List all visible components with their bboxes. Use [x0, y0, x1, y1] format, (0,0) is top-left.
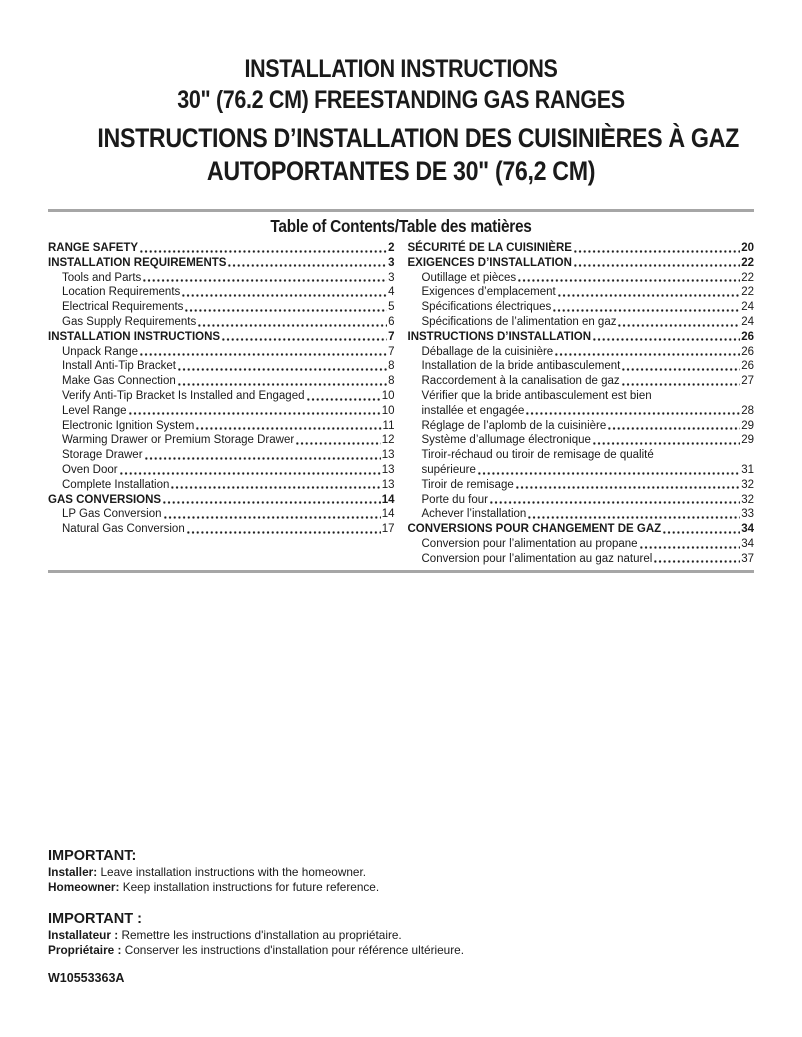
toc-page-number: 22: [741, 286, 754, 299]
toc-page-number: 34: [741, 537, 754, 550]
toc-entry-row: [422, 300, 755, 315]
toc-entry-row: [408, 241, 755, 256]
toc-entry-label: Make Gas Connection: [62, 375, 176, 388]
toc-entry-label: installée et engagée: [421, 404, 525, 417]
table-of-contents: [48, 241, 754, 567]
toc-entry-label: Verify Anti-Tip Bracket Is Installed and Engaged: [62, 389, 305, 402]
toc-dot-leader: [221, 330, 387, 345]
toc-entry: [48, 507, 395, 522]
toc-page-number: 14: [381, 508, 395, 521]
toc-column-french: [408, 241, 755, 567]
toc-dot-leader: [295, 433, 381, 448]
toc-column-english: [48, 241, 395, 567]
toc-entry: [48, 478, 395, 493]
notice-line: [48, 880, 754, 896]
toc-page-number: 14: [381, 493, 395, 506]
toc-dot-leader: [306, 389, 381, 404]
toc-dot-leader: [139, 345, 387, 360]
toc-dot-leader: [573, 241, 740, 256]
toc-entry: [48, 419, 395, 434]
notice-line-label: Installateur :: [48, 927, 119, 942]
toc-entry-row: [48, 256, 395, 271]
toc-entry-row: [48, 493, 395, 508]
toc-entry-label: Location Requirements: [62, 286, 181, 299]
toc-page-number: 12: [381, 434, 395, 447]
toc-page-number: 5: [388, 301, 395, 314]
toc-entry-row: [62, 300, 395, 315]
toc-entry-row: [422, 419, 755, 434]
toc-page-number: 2: [388, 242, 395, 254]
toc-entry-label: EXIGENCES D’INSTALLATION: [407, 256, 572, 269]
toc-entry: [408, 241, 755, 256]
title-line-english-1: INSTALLATION INSTRUCTIONS: [244, 55, 558, 83]
toc-dot-leader: [227, 256, 387, 271]
toc-entry-label: Exigences d’emplacement: [421, 286, 556, 299]
toc-dot-leader: [195, 419, 381, 434]
toc-entry-label: INSTALLATION REQUIREMENTS: [48, 256, 227, 269]
toc-dot-leader: [186, 522, 381, 537]
toc-entry-label: Warming Drawer or Premium Storage Drawer: [62, 434, 295, 447]
toc-entry: [48, 285, 395, 300]
toc-entry-row: [62, 404, 395, 419]
toc-dot-leader: [119, 463, 381, 478]
toc-dot-leader: [477, 463, 740, 478]
toc-entry-label: Complete Installation: [62, 478, 170, 491]
toc-entry-label: Tools and Parts: [62, 271, 142, 284]
toc-entry: [408, 522, 755, 537]
toc-entry: [408, 389, 755, 419]
toc-entry: [408, 359, 755, 374]
toc-entry: [48, 241, 395, 256]
toc-entry: [408, 419, 755, 434]
toc-entry-label: Porte du four: [421, 493, 488, 506]
notice-line: [48, 865, 754, 881]
toc-dot-leader: [517, 271, 740, 286]
toc-entry-label: Tiroir-réchaud ou tiroir de remisage de qualité: [421, 449, 654, 462]
toc-entry-label: Système d’allumage électronique: [421, 434, 591, 447]
toc-entry-row: [422, 493, 755, 508]
toc-page-number: 10: [381, 389, 395, 402]
toc-dot-leader: [128, 404, 381, 419]
toc-entry-row: [62, 389, 395, 404]
toc-entry-label: Natural Gas Conversion: [62, 523, 185, 536]
toc-entry-row: [48, 330, 395, 345]
toc-entry-label: Déballage de la cuisinière: [421, 345, 554, 358]
toc-entry: [408, 330, 755, 345]
toc-entry-row: [408, 522, 755, 537]
toc-page-number: 24: [741, 301, 754, 314]
toc-entry: [48, 493, 395, 508]
toc-page-number: 33: [741, 508, 754, 521]
toc-dot-leader: [162, 493, 381, 508]
toc-entry-label: SÉCURITÉ DE LA CUISINIÈRE: [407, 242, 572, 254]
toc-entry-row: [62, 463, 395, 478]
toc-entry: [48, 345, 395, 360]
toc-entry: [48, 389, 395, 404]
toc-entry-label: Spécifications électriques: [421, 301, 552, 314]
toc-dot-leader: [139, 241, 387, 256]
toc-entry-label: RANGE SAFETY: [48, 242, 139, 254]
toc-entry-label: Install Anti-Tip Bracket: [62, 360, 176, 373]
toc-dot-leader: [142, 271, 387, 286]
toc-entry-row: [48, 241, 395, 256]
toc-page-number: 7: [388, 345, 395, 358]
toc-entry-row: [62, 507, 395, 522]
toc-entry-row: [62, 522, 395, 537]
toc-dot-leader: [177, 359, 387, 374]
toc-page-number: 32: [741, 478, 754, 491]
toc-dot-leader: [639, 537, 741, 552]
toc-entry-row: [422, 463, 755, 478]
toc-dot-leader: [163, 507, 381, 522]
toc-dot-leader: [177, 374, 387, 389]
toc-entry-row: [422, 345, 755, 360]
toc-entry: [48, 256, 395, 271]
toc-entry: [408, 537, 755, 552]
toc-entry: [48, 404, 395, 419]
toc-entry: [48, 522, 395, 537]
toc-entry-label: Spécifications de l’alimentation en gaz: [421, 315, 617, 328]
toc-entry: [48, 463, 395, 478]
notice-heading-french: IMPORTANT :: [48, 910, 142, 927]
toc-page-number: 26: [741, 360, 754, 373]
toc-page-number: 17: [381, 523, 395, 536]
toc-entry-label: Storage Drawer: [62, 449, 143, 462]
toc-entry: [408, 507, 755, 522]
notice-french: [48, 910, 754, 959]
toc-page-number: 8: [388, 360, 395, 373]
toc-dot-leader: [184, 300, 387, 315]
toc-entry: [48, 374, 395, 389]
toc-page-number: 28: [741, 404, 754, 417]
toc-entry-label: Raccordement à la canalisation de gaz: [421, 375, 620, 388]
toc-entry: [408, 552, 755, 567]
toc-entry-row: [422, 552, 755, 567]
notice-line-text: Conserver les instructions d'installation pour référence ultérieure.: [124, 943, 465, 958]
toc-dot-leader: [527, 507, 740, 522]
toc-page-number: 11: [382, 419, 395, 432]
toc-page-number: 22: [741, 271, 754, 284]
toc-dot-leader: [607, 419, 740, 434]
toc-dot-leader: [554, 345, 740, 360]
toc-page-number: 8: [388, 375, 395, 388]
toc-entry-label: Level Range: [62, 404, 127, 417]
toc-entry-label: Achever l’installation: [421, 508, 527, 521]
toc-entry-label: Gas Supply Requirements: [62, 315, 197, 328]
divider-bottom: [48, 570, 754, 573]
toc-entry-row: [422, 315, 755, 330]
toc-entry-row: [422, 404, 755, 419]
toc-dot-leader: [621, 374, 741, 389]
toc-dot-leader: [181, 285, 387, 300]
toc-entry-row: [422, 285, 755, 300]
document-header: [48, 0, 754, 188]
toc-entry-row: [62, 374, 395, 389]
toc-dot-leader: [592, 330, 740, 345]
toc-page-number: 34: [741, 523, 754, 536]
toc-dot-leader: [653, 552, 740, 567]
toc-entry-row: [422, 507, 755, 522]
notice-line-label: Propriétaire :: [48, 943, 122, 958]
toc-entry-label: Tiroir de remisage: [421, 478, 514, 491]
toc-entry-row: [62, 345, 395, 360]
toc-entry: [408, 256, 755, 271]
toc-entry: [48, 448, 395, 463]
toc-dot-leader: [144, 448, 381, 463]
title-line-french-2: AUTOPORTANTES DE 30" (76,2 CM): [206, 156, 596, 186]
notice-line-text: Keep installation instructions for future reference.: [122, 880, 380, 895]
toc-entry: [48, 433, 395, 448]
toc-entry-row: [422, 478, 755, 493]
toc-dot-leader: [662, 522, 740, 537]
toc-page-number: 29: [741, 434, 754, 447]
toc-entry-row: [422, 271, 755, 286]
toc-entry-label: INSTALLATION INSTRUCTIONS: [48, 330, 221, 343]
toc-page-number: 22: [741, 256, 754, 269]
toc-dot-leader: [170, 478, 380, 493]
toc-page-number: 13: [381, 463, 395, 476]
toc-heading: Table of Contents/Table des matières: [270, 216, 532, 236]
toc-page-number: 31: [741, 463, 754, 476]
toc-page-number: 37: [741, 552, 754, 565]
toc-entry: [408, 433, 755, 448]
important-notices: [48, 847, 754, 959]
toc-entry-row: [62, 271, 395, 286]
toc-entry-row: [62, 419, 395, 434]
toc-dot-leader: [552, 300, 740, 315]
toc-entry-row: [62, 315, 395, 330]
toc-entry-label: supérieure: [421, 463, 476, 476]
toc-entry-label: Electrical Requirements: [62, 301, 184, 314]
toc-entry-label: Vérifier que la bride antibasculement est bien: [421, 389, 652, 402]
toc-page-number: 32: [741, 493, 754, 506]
title-line-english-2: 30" (76.2 CM) FREESTANDING GAS RANGES: [177, 86, 625, 114]
toc-page-number: 26: [741, 345, 754, 358]
notice-english: [48, 847, 754, 896]
notice-line-text: Leave installation instructions with the homeowner.: [100, 864, 367, 879]
toc-entry-label: GAS CONVERSIONS: [48, 493, 162, 506]
toc-entry-row: [422, 537, 755, 552]
toc-entry: [408, 493, 755, 508]
toc-page-number: 10: [381, 404, 395, 417]
toc-entry: [48, 271, 395, 286]
toc-entry-label: Oven Door: [62, 463, 118, 476]
toc-entry: [48, 330, 395, 345]
toc-dot-leader: [557, 285, 740, 300]
toc-entry-row: [62, 359, 395, 374]
toc-page-number: 4: [388, 286, 395, 299]
notice-line: [48, 928, 754, 944]
toc-dot-leader: [621, 359, 740, 374]
toc-entry: [408, 315, 755, 330]
toc-entry-row: [422, 433, 755, 448]
toc-page-number: 13: [381, 478, 395, 491]
toc-entry-label: INSTRUCTIONS D’INSTALLATION: [407, 330, 592, 343]
divider-top: [48, 209, 754, 212]
toc-page-number: 24: [741, 315, 754, 328]
toc-entry: [408, 345, 755, 360]
toc-entry-label: CONVERSIONS POUR CHANGEMENT DE GAZ: [407, 523, 662, 536]
toc-entry: [408, 271, 755, 286]
toc-entry-row: [62, 285, 395, 300]
notice-line-text: Remettre les instructions d'installation au propriétaire.: [121, 927, 402, 942]
toc-entry: [48, 315, 395, 330]
toc-page-number: 27: [741, 375, 754, 388]
toc-page-number: 3: [388, 256, 395, 269]
notice-heading-english: IMPORTANT:: [48, 847, 137, 864]
toc-dot-leader: [617, 315, 740, 330]
toc-entry-row: [62, 478, 395, 493]
toc-entry: [408, 478, 755, 493]
toc-entry-row: [408, 256, 755, 271]
toc-entry: [408, 300, 755, 315]
notice-line: [48, 943, 754, 959]
toc-entry-label: Electronic Ignition System: [62, 419, 195, 432]
toc-page-number: 7: [388, 330, 395, 343]
toc-entry: [48, 359, 395, 374]
toc-entry-row: [422, 374, 755, 389]
toc-page-number: 26: [741, 330, 754, 343]
toc-page-number: 6: [388, 315, 395, 328]
toc-entry-label: Installation de la bride antibasculement: [421, 360, 621, 373]
toc-dot-leader: [489, 493, 740, 508]
toc-entry: [408, 448, 755, 478]
toc-entry-label: Conversion pour l’alimentation au gaz naturel: [421, 552, 653, 565]
toc-entry-row: [62, 448, 395, 463]
toc-dot-leader: [515, 478, 740, 493]
toc-entry-label: Réglage de l’aplomb de la cuisinière: [421, 419, 607, 432]
document-number: W10553363A: [48, 971, 125, 985]
toc-page-number: 13: [381, 449, 395, 462]
toc-dot-leader: [197, 315, 387, 330]
toc-entry: [48, 300, 395, 315]
toc-entry: [408, 285, 755, 300]
toc-entry-row: [422, 359, 755, 374]
toc-entry-label: Conversion pour l’alimentation au propane: [421, 537, 638, 550]
notice-line-label: Installer:: [48, 864, 98, 879]
toc-dot-leader: [525, 404, 740, 419]
toc-dot-leader: [573, 256, 740, 271]
toc-entry-row: [62, 433, 395, 448]
toc-dot-leader: [592, 433, 740, 448]
toc-page-number: 3: [388, 271, 395, 284]
toc-entry: [408, 374, 755, 389]
toc-entry-label: LP Gas Conversion: [62, 508, 162, 521]
toc-page-number: 29: [741, 419, 754, 432]
notice-line-label: Homeowner:: [48, 880, 120, 895]
toc-page-number: 20: [741, 242, 754, 254]
toc-entry-label: Outillage et pièces: [421, 271, 517, 284]
toc-entry-label: Unpack Range: [62, 345, 139, 358]
toc-entry-row: [408, 330, 755, 345]
title-line-french-1: INSTRUCTIONS D’INSTALLATION DES CUISINIÈRES À GAZ: [97, 123, 739, 153]
